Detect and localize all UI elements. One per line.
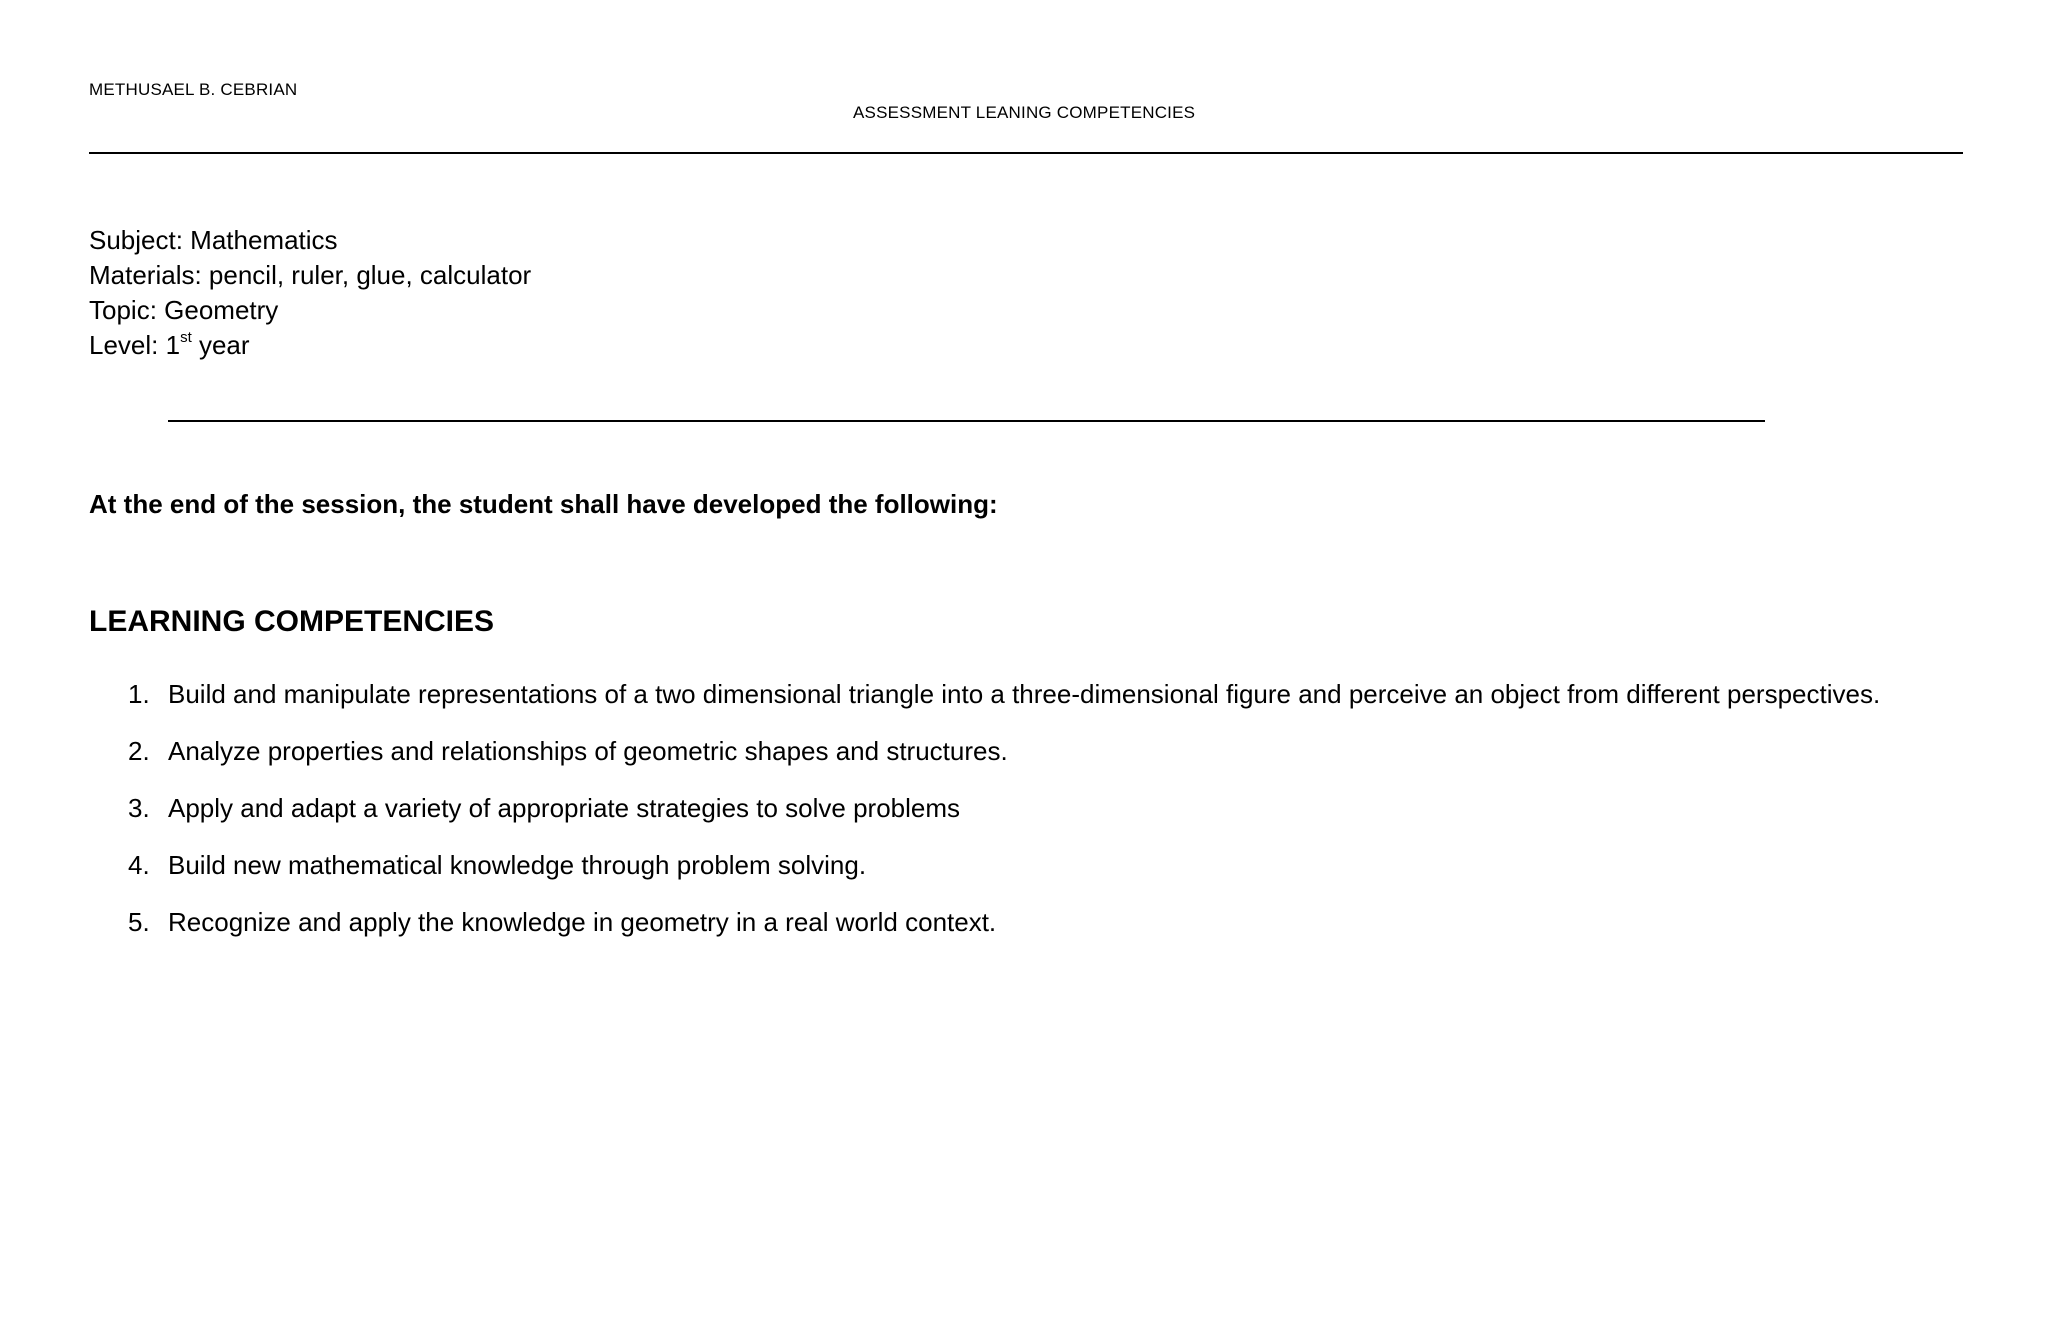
topic-line: Topic: Geometry	[89, 295, 279, 325]
level-prefix: Level: 1	[89, 330, 181, 360]
competency-number: 5.	[128, 907, 150, 937]
section-heading: LEARNING COMPETENCIES	[89, 605, 495, 638]
competency-number: 1.	[128, 679, 150, 709]
level-line	[89, 328, 531, 363]
competency-text: Apply and adapt a variety of appropriate strategies to solve problems	[168, 793, 961, 823]
competency-number: 4.	[128, 850, 150, 880]
competency-item	[89, 790, 1989, 847]
level-superscript: st	[180, 329, 192, 347]
competency-number: 2.	[128, 736, 150, 766]
document-title: ASSESSMENT LEANING COMPETENCIES	[853, 103, 1196, 122]
intro-statement: At the end of the session, the student shall have developed the following:	[89, 489, 998, 519]
competency-text: Build new mathematical knowledge through problem solving.	[168, 850, 867, 880]
header-divider	[89, 152, 1963, 154]
materials-line: Materials: pencil, ruler, glue, calculator	[89, 260, 532, 290]
lesson-info	[89, 223, 531, 363]
competency-number: 3.	[128, 793, 150, 823]
competency-item	[89, 676, 1989, 733]
competency-text: Analyze properties and relationships of geometric shapes and structures.	[168, 736, 1008, 766]
competency-item	[89, 733, 1989, 790]
level-suffix: year	[191, 330, 250, 360]
subject-line: Subject: Mathematics	[89, 225, 338, 255]
section-divider	[168, 420, 1765, 422]
competency-item	[89, 904, 1989, 961]
competency-text: Build and manipulate representations of a two dimensional triangle into a three-dimensional figure and perceive an object from different perspectives.	[168, 679, 1881, 709]
competency-item	[89, 847, 1989, 904]
competency-text: Recognize and apply the knowledge in geometry in a real world context.	[168, 907, 997, 937]
author-name: METHUSAEL B. CEBRIAN	[89, 80, 298, 99]
competency-list	[89, 676, 1989, 961]
